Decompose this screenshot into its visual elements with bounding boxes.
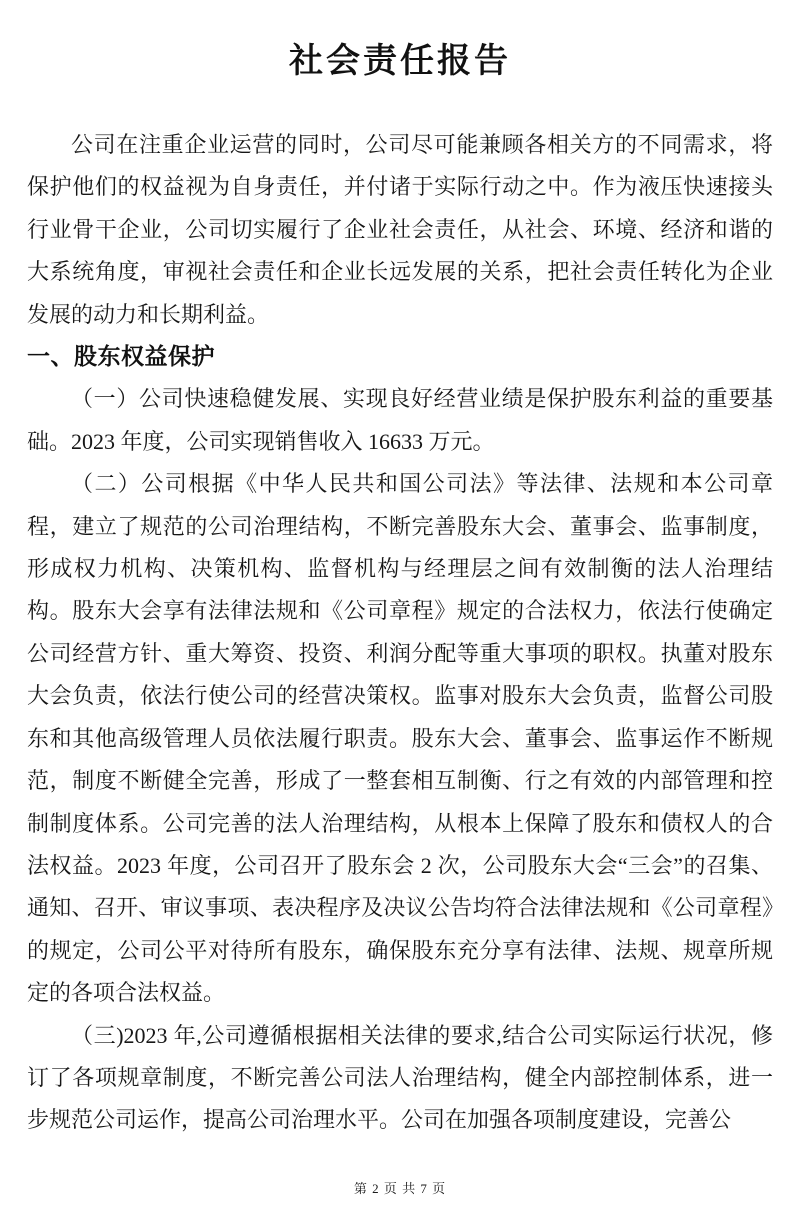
section-1-paragraph-1: （一）公司快速稳健发展、实现良好经营业绩是保护股东利益的重要基础。2023 年度，公司实现销售收入 16633 万元。	[27, 386, 773, 454]
intro-paragraph: 公司在注重企业运营的同时，公司尽可能兼顾各相关方的不同需求，将保护他们的权益视为自身责任，并付诸于实际行动之中。作为液压快速接头行业骨干企业，公司切实履行了企业社会责任，从社会、环境、经济和谐的大系统角度，审视社会责任和企业长远发展的关系，把社会责任转化为企业发展的动力和长期利益。	[27, 132, 773, 327]
section-1-paragraph-2: （二）公司根据《中华人民共和国公司法》等法律、法规和本公司章程，建立了规范的公司治理结构，不断完善股东大会、董事会、监事制度，形成权力机构、决策机构、监督机构与经理层之间有效制衡的法人治理结构。股东大会享有法律法规和《公司章程》规定的合法权力，依法行使确定公司经营方针、重大筹资、投资、利润分配等重大事项的职权。执董对股东大会负责，依法行使公司的经营决策权。监事对股东大会负责，监督公司股东和其他高级管理人员依法履行职责。股东大会、董事会、监事运作不断规范，制度不断健全完善，形成了一整套相互制衡、行之有效的内部管理和控制制度体系。公司完善的法人治理结构，从根本上保障了股东和债权人的合法权益。2023 年度，公司召开了股东会 2 次，公司股东大会“三会”的召集、通知、召开、审议事项、表决程序及决议公告均符合法律法规和《公司章程》的规定，公司公平对待所有股东，确保股东充分享有法律、法规、规章所规定的各项合法权益。	[27, 471, 773, 1006]
document-title: 社会责任报告	[289, 43, 511, 80]
page-number-footer: 第 2 页 共 7 页	[353, 1181, 447, 1196]
section-1-heading: 一、股东权益保护	[27, 344, 215, 370]
document-page	[0, 37, 800, 1207]
section-1-paragraph-3: （三)2023 年,公司遵循根据相关法律的要求,结合公司实际运行状况，修订了各项规章制度，不断完善公司法人治理结构，健全内部控制体系，进一步规范公司运作，提高公司治理水平。公司在加强各项制度建设，完善公	[27, 1022, 773, 1133]
